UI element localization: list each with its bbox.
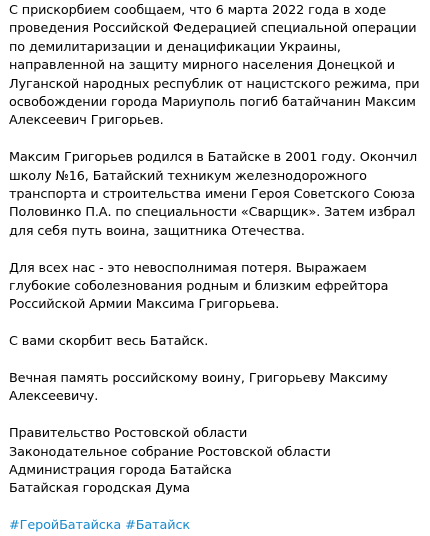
post-message — [9, 2, 425, 536]
signers-list — [9, 425, 425, 499]
hashtag-link-bataysk[interactable]: #Батайск — [125, 518, 191, 534]
post-paragraph-memory: Вечная память российскому воину, Григорьеву Максиму Алексеевичу. — [9, 371, 388, 405]
signer-city-administration: Администрация города Батайска — [9, 463, 232, 479]
signer-government: Правительство Ростовской области — [9, 426, 248, 442]
hashtags — [9, 517, 425, 535]
post-paragraph-announcement: С прискорбием сообщаем, что 6 марта 2022 года в ходе проведения Российской Федерацией специальной операции по демилитаризации и денацификации Украины, направленной на защиту мирного населения Донецкой и Луганской народных республик от нацистского режима, при освобождении города Мариуполь погиб батайчанин Максим Алексеевич Григорьев. — [9, 3, 420, 129]
post-paragraph-biography: Максим Григорьев родился в Батайске в 2001 году. Окончил школу №16, Батайский техникум железнодорожного транспорта и строительства имени Героя Советского Союза Половинко П.А. по специальности «Сварщик». Затем избрал для себя путь воина, защитника Отечества. — [9, 150, 418, 239]
post-paragraph-mourning: С вами скорбит весь Батайск. — [9, 334, 209, 350]
signer-legislative-assembly: Законодательное собрание Ростовской области — [9, 444, 331, 460]
signer-city-duma: Батайская городская Дума — [9, 481, 190, 497]
post-paragraph-condolences: Для всех нас - это невосполнимая потеря. Выражаем глубокие соболезнования родным и близким ефрейтора Российской Армии Максима Григорьева. — [9, 260, 389, 313]
hashtag-link-hero[interactable]: #ГеройБатайска — [9, 518, 122, 534]
